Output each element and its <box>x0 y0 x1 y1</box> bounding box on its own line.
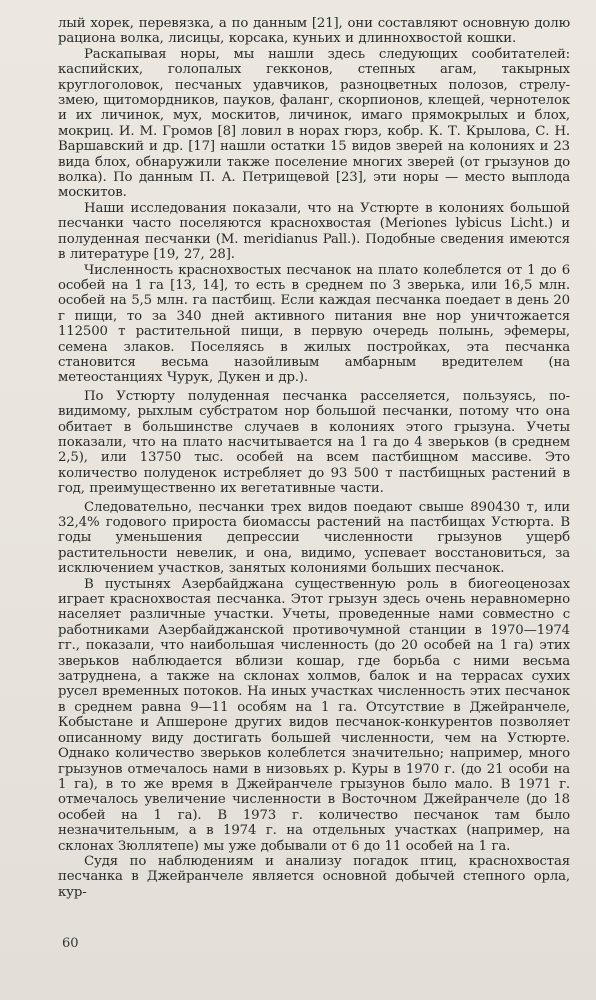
body-text <box>58 16 570 900</box>
paragraph: Наши исследования показали, что на Устюрте в колониях большой песчанки часто поселяются краснохвостая (Meriones lybicus Licht.) и полуденная песчанки (M. meridianus Pall.). Подобные сведения имеются в литературе [19, 27, 28]. <box>58 200 570 263</box>
paragraph: По Устюрту полуденная песчанка расселяется, пользуясь, по-видимому, рыхлым субстратом нор большой песчанки, потому что она обитает в большинстве случаев в колониях этого грызуна. Учеты показали, что на плато насчитывается на 1 га до 4 зверьков (в среднем 2,5), или 13750 тыс. особей на всем пастбищном массиве. Это количество полуденок истребляет до 93 500 т пастбищных растений в год, преимущественно их вегетативные части. <box>58 388 570 497</box>
paragraph: Раскапывая норы, мы нашли здесь следующих сообитателей: каспийских, голопалых гекконов, степных агам, такырных круглоголовок, песчаных удавчиков, разноцветных полозов, стрелу-змею, щитомордников, пауков, фаланг, скорпионов, клещей, чернотелок и их личинок, мух, москитов, личинок, имаго прямокрылых и блох, мокриц. И. М. Громов [8] ловил в норах гюрз, кобр. К. Т. Крылова, С. Н. Варшавский и др. [17] нашли остатки 15 видов зверей на колониях и 23 вида блох, обнаружили также поселение многих зверей (от грызунов до волка). По данным П. А. Петрищевой [23], эти норы — место выплода москитов. <box>58 46 570 201</box>
paragraph: Численность краснохвостых песчанок на плато колеблется от 1 до 6 особей на 1 га [13, 14], то есть в среднем по 3 зверька, или 16,5 млн. особей на 5,5 млн. га пастбищ. Если каждая песчанка поедает в день 20 г пищи, то за 340 дней активного питания вне нор уничтожается 112500 т растительной пищи, в первую очередь полынь, эфемеры, семена злаков. Поселяясь в жилых постройках, эта песчанка становится весьма назойливым амбарным вредителем (на метеостанциях Чурук, Дукен и др.). <box>58 262 570 386</box>
paragraph: В пустынях Азербайджана существенную роль в биогеоценозах играет краснохвостая песчанка. Этот грызун здесь очень неравномерно населяет различные участки. Учеты, проведенные нами совместно с работниками Азербайджанской противочумной станции в 1970—1974 гг., показали, что наибольшая численность (до 20 особей на 1 га) этих зверьков наблюдается вблизи кошар, где борьба с ними весьма затруднена, а также на склонах холмов, балок и на террасах сухих русел временных потоков. На иных участках численность этих песчанок в среднем равна 9—11 особям на 1 га. Отсутствие в Джейранчеле, Кобыстане и Апшероне других видов песчанок-конкурентов позволяет описанному виду достигать большей численности, чем на Устюрте. Однако количество зверьков колеблется значительно; например, много грызунов отмечалось нами в низовьях р. Куры в 1970 г. (до 21 особи на 1 га), в то же время в Джейранчеле грызунов было мало. В 1971 г. отмечалось увеличение численности в Восточном Джейранчеле (до 18 особей на 1 га). В 1973 г. количество песчанок там было незначительным, а в 1974 г. на отдельных участках (например, на склонах Зюллятепе) мы уже добывали от 6 до 11 особей на 1 га. <box>58 576 570 854</box>
page-number: 60 <box>62 936 79 951</box>
paragraph: лый хорек, перевязка, а по данным [21], они составляют основную долю рациона волка, лисицы, корсака, куньих и длиннохвостой кошки. <box>58 16 570 47</box>
paragraph: Судя по наблюдениям и анализу погадок птиц, краснохвостая песчанка в Джейранчеле является основной добычей степного орла, кур- <box>58 853 570 900</box>
paragraph: Следовательно, песчанки трех видов поедают свыше 890430 т, или 32,4% годового прироста биомассы растений на пастбищах Устюрта. В годы уменьшения депрессии численности грызунов ущерб растительности невелик, и она, видимо, успевает восстановиться, за исключением участков, занятых колониями больших песчанок. <box>58 499 570 577</box>
